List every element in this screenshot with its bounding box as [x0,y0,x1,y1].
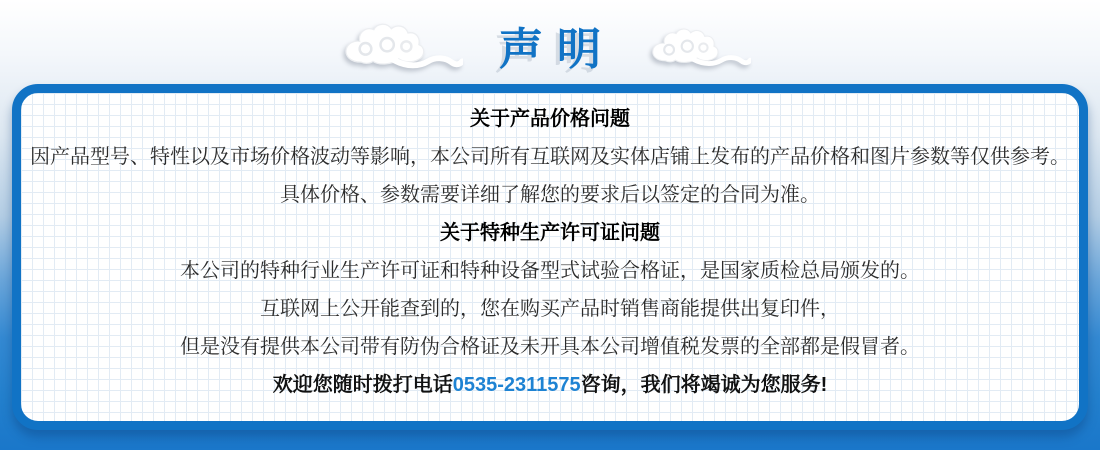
contact-suffix: 咨询，我们将竭诚为您服务! [580,374,828,396]
section-heading-license: 关于特种生产许可证问题 [440,222,660,244]
cloud-icon [646,27,751,71]
notice-card [12,84,1088,430]
notice-content [21,93,1079,396]
page-title: 声明 [498,25,616,74]
contact-line [21,374,1079,396]
notice-line: 但是没有提供本公司带有防伪合格证及未开具本公司增值税发票的全部都是假冒者。 [180,336,920,358]
notice-line: 本公司的特种行业生产许可证和特种设备型式试验合格证，是国家质检总局颁发的。 [180,260,920,282]
notice-line: 具体价格、参数需要详细了解您的要求后以签定的合同为准。 [280,184,820,206]
section-heading-price: 关于产品价格问题 [470,108,630,130]
contact-prefix: 欢迎您随时拨打电话 [272,374,453,396]
notice-line: 互联网上公开能查到的，您在购买产品时销售商能提供出复印件， [260,298,840,320]
phone-number-link[interactable]: 0535-2311575 [452,374,581,396]
notice-line: 因产品型号、特性以及市场价格波动等影响，本公司所有互联网及实体店铺上发布的产品价格和图片参数等仅供参考。 [30,146,1070,168]
header [0,0,1100,84]
notice-card-body [21,93,1079,421]
